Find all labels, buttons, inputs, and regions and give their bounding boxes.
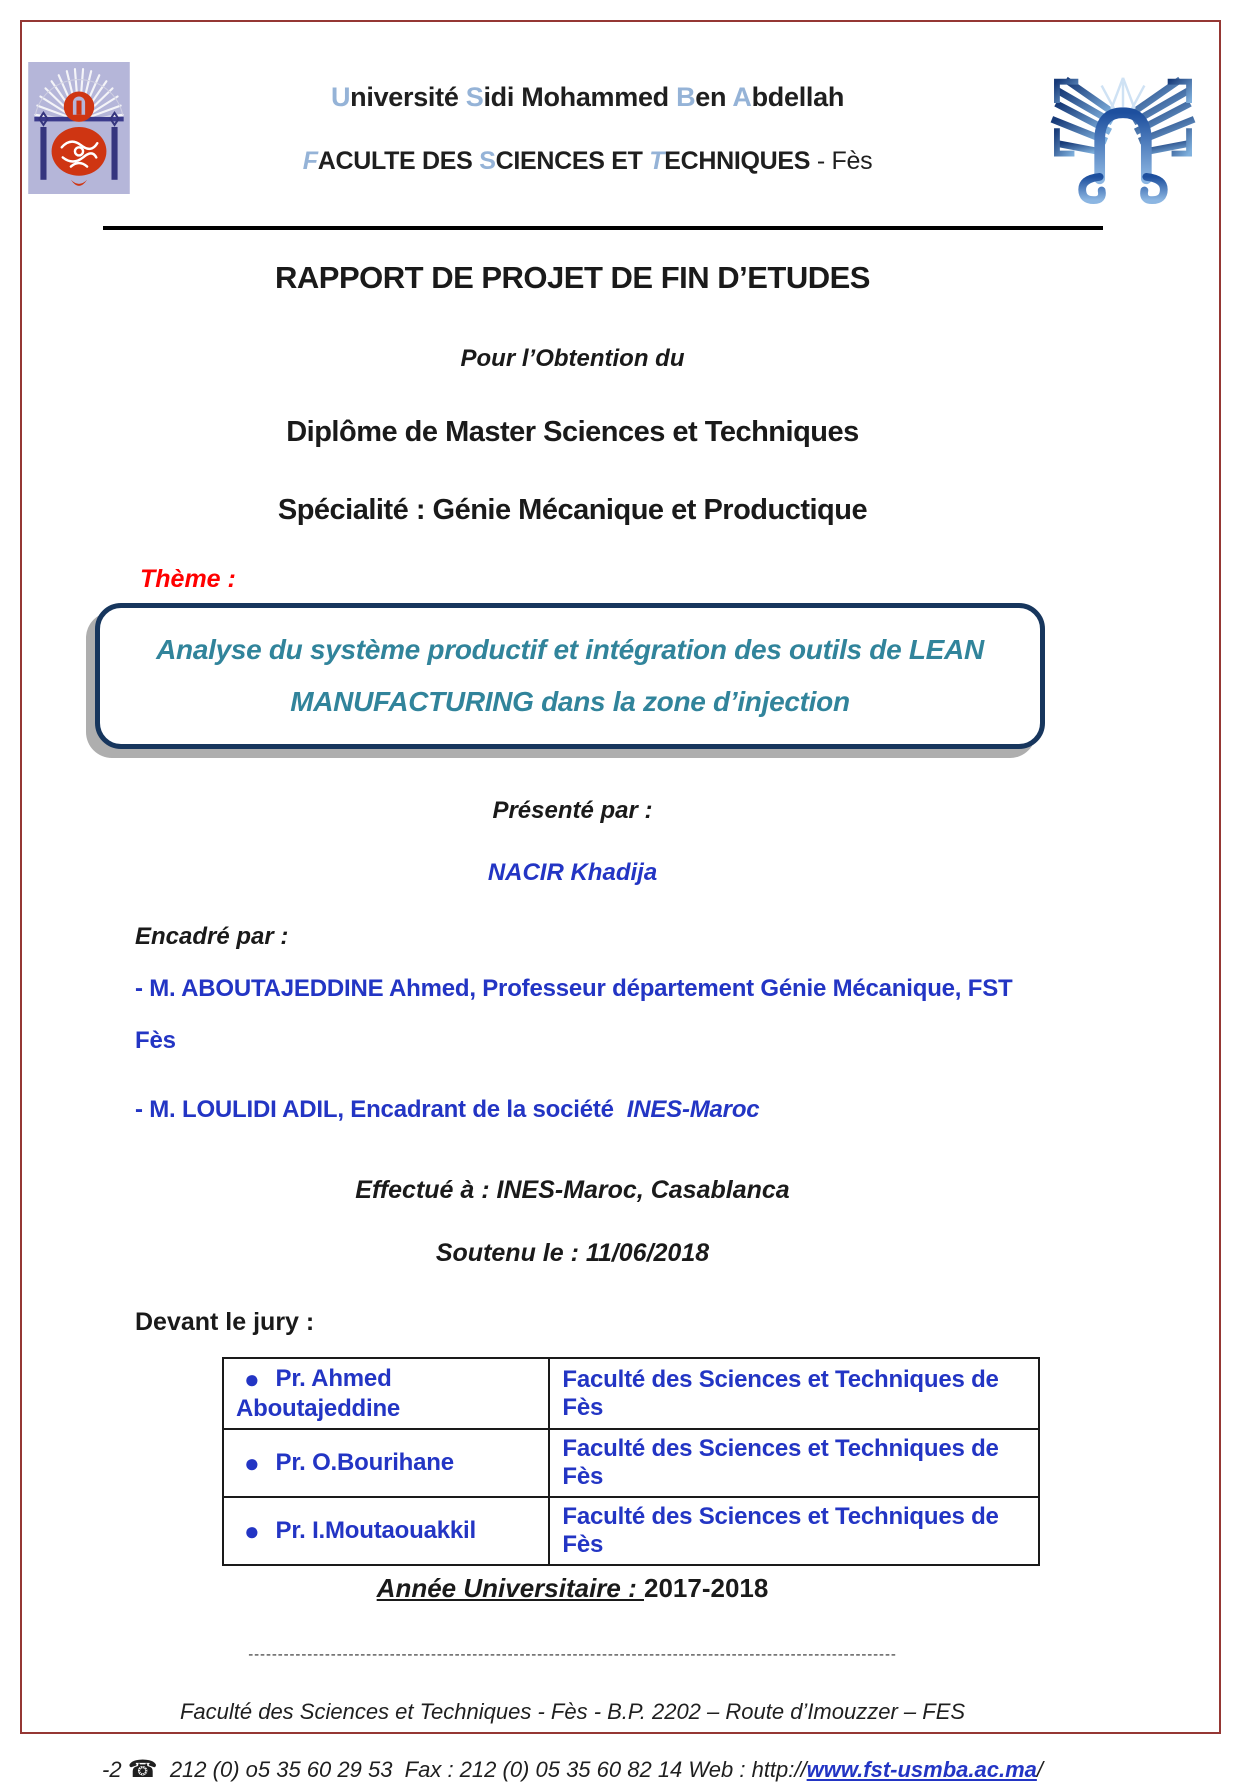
website-link[interactable]: www.fst-usmba.ac.ma (806, 1757, 1037, 1783)
bullet-icon: ● (244, 1447, 260, 1478)
jury-table-row (223, 1358, 1039, 1429)
degree-title: Diplôme de Master Sciences et Techniques (286, 416, 859, 448)
jury-affiliation-cell (549, 1497, 1039, 1565)
jury-member-name: Pr. I.Moutaouakkil (275, 1516, 476, 1544)
text-segment: CIENCES ET (495, 147, 650, 175)
university-name (130, 82, 1045, 113)
supervisor-1-line-2: Fès (135, 1027, 176, 1055)
supervised-by-label: Encadré par : (135, 922, 289, 950)
supervisor-1-line-1: - M. ABOUTAJEDDINE Ahmed, Professeur département Génie Mécanique, FST (135, 974, 1013, 1002)
theme-text-line1: Analyse du système productif et intégration des outils de LEAN (156, 634, 984, 665)
jury-member-cell (223, 1429, 549, 1497)
text-segment: 2017-2018 (643, 1573, 769, 1604)
theme-box (95, 603, 1045, 749)
text-segment: - M. LOULIDI ADIL, Encadrant de la société (135, 1096, 627, 1124)
text-segment: F (302, 147, 318, 175)
text-segment: B (676, 82, 696, 112)
jury-member-affiliation: Faculté des Sciences et Techniques de Fès (562, 1435, 999, 1491)
supervisor-2 (135, 1096, 1045, 1124)
presented-by-label: Présenté par : (492, 796, 653, 824)
jury-table-body (223, 1358, 1039, 1565)
supervisor-1 (135, 975, 1045, 1057)
fst-emblem-logo (1045, 70, 1201, 206)
jury-member-name: Pr. O.Bourihane (275, 1448, 454, 1476)
text-segment: 212 (0) o5 35 60 29 53 Fax : 212 (0) 05 35 60 82 14 Web : http:// (157, 1757, 807, 1783)
theme-label: Thème : (140, 565, 236, 593)
footer-dashed-divider: -------------------------------------------------------------------------------------------------------------- (248, 1646, 897, 1664)
text-segment: en (695, 82, 733, 112)
jury-member-cell (223, 1497, 549, 1565)
text-segment: -2 (102, 1757, 128, 1783)
page-content (100, 260, 1045, 1784)
text-segment: / (1036, 1757, 1043, 1783)
text-segment: S (465, 82, 484, 112)
theme-text-line2: MANUFACTURING dans la zone d’injection (290, 685, 850, 717)
institution-titles (130, 62, 1045, 176)
bullet-icon: ● (244, 1515, 260, 1546)
jury-table-row (223, 1497, 1039, 1565)
report-title: RAPPORT DE PROJET DE FIN D’ETUDES (275, 260, 870, 295)
text-segment: idi Mohammed (483, 82, 677, 112)
text-segment: ECHNIQUES (664, 147, 811, 175)
jury-label: Devant le jury : (135, 1308, 315, 1337)
report-subtitle: Pour l’Obtention du (460, 345, 685, 372)
phone-icon: ☎ (127, 1756, 158, 1784)
text-segment: - Fès (810, 147, 873, 175)
jury-member-affiliation: Faculté des Sciences et Techniques de Fès (562, 1365, 999, 1421)
text-segment: INES-Maroc (626, 1096, 760, 1124)
bullet-icon: ● (244, 1364, 260, 1395)
text-segment: ACULTE DES (317, 147, 480, 175)
speciality-title: Spécialité : Génie Mécanique et Productique (277, 494, 868, 526)
text-segment: S (479, 147, 496, 175)
footer-address: Faculté des Sciences et Techniques - Fès - B.P. 2202 – Route d’Imouzzer – FES (179, 1699, 966, 1725)
jury-member-affiliation: Faculté des Sciences et Techniques de Fès (562, 1503, 999, 1559)
fst-emblem-icon (1045, 70, 1201, 206)
text-segment: A (732, 82, 752, 112)
venue-line: Effectué à : INES-Maroc, Casablanca (355, 1176, 790, 1205)
text-segment: T (649, 147, 665, 175)
header-divider-rule (103, 226, 1103, 230)
student-name: NACIR Khadija (487, 858, 658, 886)
text-segment: U (330, 82, 351, 112)
jury-table-row (223, 1429, 1039, 1497)
text-segment: niversité (350, 82, 466, 112)
jury-affiliation-cell (549, 1358, 1039, 1429)
text-segment: bdellah (751, 82, 845, 112)
faculty-name (130, 147, 1045, 176)
jury-affiliation-cell (549, 1429, 1039, 1497)
academic-year-line (100, 1573, 1045, 1604)
footer-contact (100, 1755, 1045, 1784)
defense-date-line: Soutenu le : 11/06/2018 (435, 1239, 710, 1268)
usmba-emblem-logo (28, 62, 130, 194)
jury-member-cell (223, 1358, 549, 1429)
jury-member-name: Pr. Ahmed Aboutajeddine (236, 1365, 401, 1423)
text-segment: Année Universitaire : (376, 1573, 644, 1604)
page-header (28, 0, 1201, 206)
jury-table (222, 1357, 1040, 1566)
usmba-emblem-icon (28, 62, 130, 194)
